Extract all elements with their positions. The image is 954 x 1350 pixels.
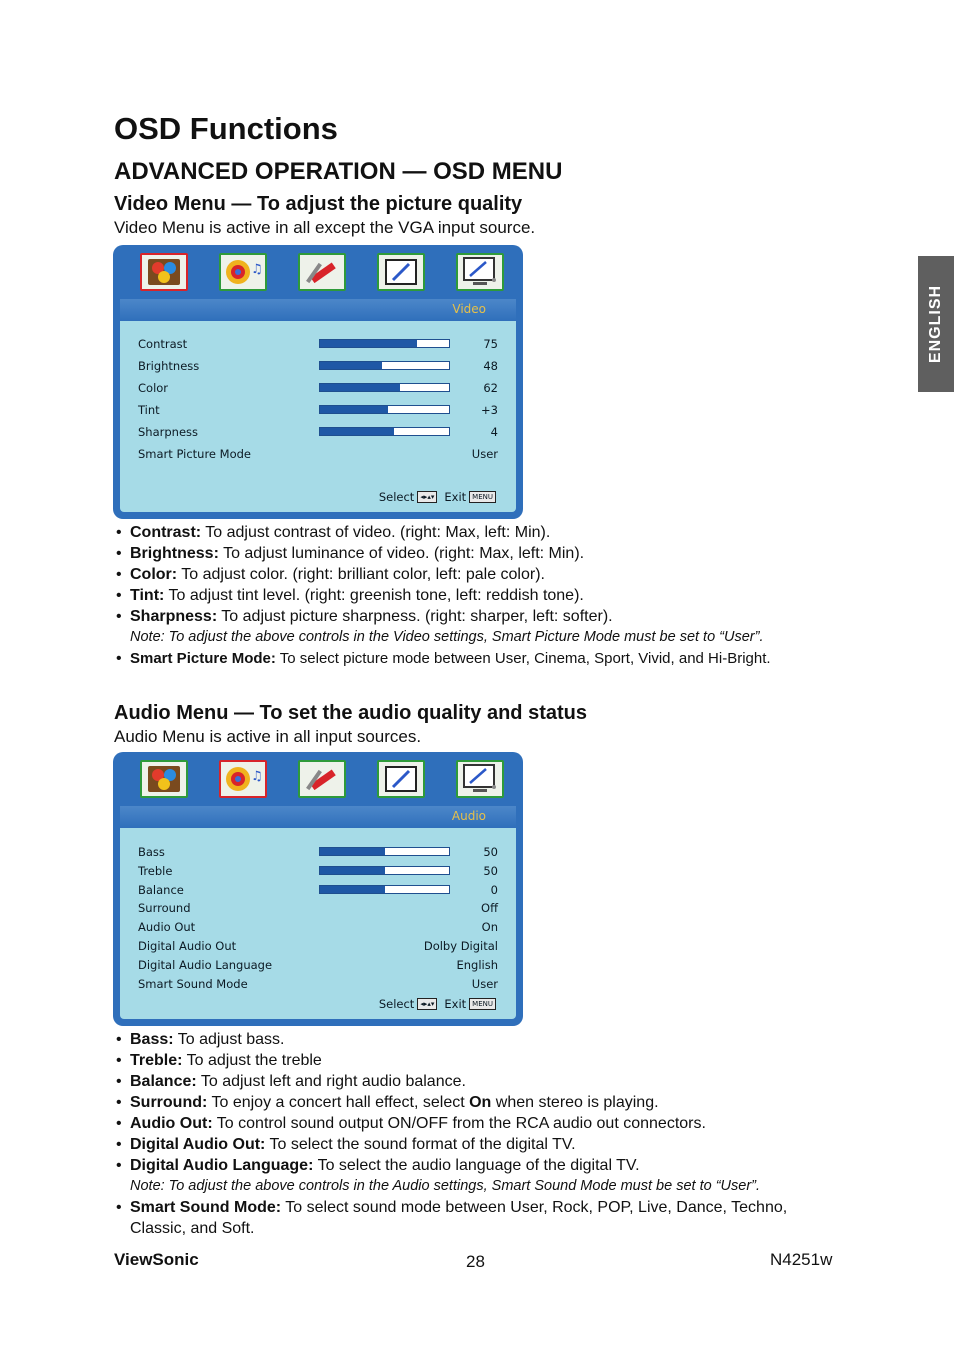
osd-row-value: 75 [483, 337, 498, 351]
page-title: OSD Functions [114, 111, 338, 146]
audio-bullet-2: • Balance: To adjust left and right audio balance. [116, 1071, 846, 1092]
osd-tab-band [120, 806, 516, 828]
video-note: Note: To adjust the above controls in the Video settings, Smart Picture Mode must be set to “User”. [130, 629, 764, 645]
osd-row-label: Smart Sound Mode [138, 976, 248, 991]
osd-row[interactable] [138, 843, 498, 862]
osd-row[interactable] [138, 357, 498, 376]
monitor-icon[interactable] [456, 253, 504, 291]
osd-row-label: Tint [138, 403, 160, 417]
screen-setup-icon[interactable] [377, 253, 425, 291]
section-title: ADVANCED OPERATION — OSD MENU [114, 158, 563, 185]
osd-row[interactable] [138, 335, 498, 354]
audio-osd-panel [113, 752, 523, 1026]
video-bullet-last: • Smart Picture Mode: To select picture mode between User, Cinema, Sport, Vivid, and Hi-Bright. [116, 648, 846, 669]
osd-row[interactable] [138, 937, 498, 956]
tools-icon[interactable] [298, 253, 346, 291]
audio-bullet-6: • Digital Audio Language: To select the audio language of the digital TV. [116, 1155, 846, 1176]
menu-key: MENU [469, 491, 496, 503]
osd-row-label: Surround [138, 901, 191, 916]
speaker-music-icon[interactable] [219, 760, 267, 798]
video-bullet-3: • Tint: To adjust tint level. (right: greenish tone, left: reddish tone). [116, 585, 846, 606]
screen-setup-icon[interactable] [377, 760, 425, 798]
osd-row-value: 0 [490, 882, 498, 897]
osd-row-value: User [471, 447, 498, 461]
osd-icon-bar [113, 752, 523, 804]
audio-bullet-4: • Audio Out: To control sound output ON/OFF from the RCA audio out connectors. [116, 1113, 846, 1134]
osd-row[interactable] [138, 918, 498, 937]
osd-row-value: +3 [481, 403, 498, 417]
video-bullet-list [116, 522, 846, 669]
svg-text:♫: ♫ [251, 769, 263, 784]
osd-row-slider[interactable] [319, 866, 450, 875]
audio-bullet-3: • Surround: To enjoy a concert hall effect, select On when stereo is playing. [116, 1092, 846, 1113]
select-label: Select [378, 997, 415, 1011]
osd-tab-label: Video [452, 302, 486, 316]
video-osd-panel [113, 245, 523, 519]
osd-row-slider-fill [320, 848, 385, 855]
osd-row-slider[interactable] [319, 847, 450, 856]
osd-row-label: Sharpness [138, 425, 199, 439]
language-tab-label: ENGLISH [927, 284, 944, 364]
audio-bullet-1: • Treble: To adjust the treble [116, 1050, 846, 1071]
osd-row[interactable] [138, 975, 498, 994]
osd-row-value: 50 [483, 845, 498, 859]
audio-menu-intro: Audio Menu is active in all input sources. [114, 727, 422, 746]
monitor-icon[interactable] [456, 760, 504, 798]
osd-row-value: Dolby Digital [423, 939, 498, 953]
osd-row-label: Bass [138, 845, 165, 859]
osd-row-slider-fill [320, 886, 385, 893]
osd-row-value: 48 [483, 359, 498, 373]
osd-row-label: Digital Audio Out [138, 939, 237, 953]
audio-bullet-0: • Bass: To adjust bass. [116, 1029, 846, 1050]
osd-row-slider-fill [320, 362, 382, 369]
svg-text:♫: ♫ [251, 262, 263, 277]
arrow-keys-icon: ◂▸▴▾ [417, 998, 437, 1010]
osd-row[interactable] [138, 423, 498, 442]
exit-label: Exit [444, 997, 467, 1011]
osd-row-slider[interactable] [319, 383, 450, 392]
menu-key: MENU [469, 998, 496, 1010]
video-bullet-4: • Sharpness: To adjust picture sharpness. (right: sharper, left: softer). [116, 606, 846, 627]
osd-row-slider-fill [320, 406, 388, 413]
osd-row-label: Treble [138, 863, 173, 878]
footer-model: N4251w [770, 1250, 833, 1269]
osd-row[interactable] [138, 956, 498, 975]
video-menu-intro: Video Menu is active in all except the VGA input source. [114, 218, 536, 237]
exit-label: Exit [444, 490, 467, 504]
audio-bullet-5: • Digital Audio Out: To select the sound format of the digital TV. [116, 1134, 846, 1155]
osd-row[interactable] [138, 862, 498, 881]
osd-row-slider[interactable] [319, 405, 450, 414]
audio-bullet-last: • Smart Sound Mode: To select sound mode between User, Rock, POP, Live, Dance, Techno, Classic, and Soft. [116, 1197, 846, 1239]
osd-row-label: Color [138, 381, 169, 395]
audio-note: Note: To adjust the above controls in the Audio settings, Smart Sound Mode must be set to “User”. [130, 1178, 761, 1194]
color-palette-icon[interactable] [140, 760, 188, 798]
osd-row-label: Brightness [138, 359, 200, 373]
osd-row-slider[interactable] [319, 427, 450, 436]
osd-content [120, 806, 516, 1019]
osd-icon-bar [113, 245, 523, 297]
osd-row-value: 62 [483, 381, 498, 395]
video-bullet-0: • Contrast: To adjust contrast of video. (right: Max, left: Min). [116, 522, 846, 543]
osd-row[interactable] [138, 379, 498, 398]
osd-row-slider[interactable] [319, 885, 450, 894]
osd-footer [379, 490, 496, 504]
osd-row-label: Digital Audio Language [138, 957, 273, 972]
language-tab [918, 256, 954, 392]
osd-row-value: On [481, 920, 498, 935]
audio-bullet-list [116, 1029, 846, 1239]
select-label: Select [378, 490, 415, 504]
osd-row-slider-fill [320, 428, 394, 435]
osd-row-value: 4 [490, 425, 498, 439]
osd-row-slider[interactable] [319, 361, 450, 370]
osd-row-slider-fill [320, 340, 417, 347]
arrow-keys-icon: ◂▸▴▾ [417, 491, 437, 503]
video-menu-heading: Video Menu — To adjust the picture quality [114, 193, 523, 215]
osd-content [120, 299, 516, 512]
osd-row-slider[interactable] [319, 339, 450, 348]
osd-row-slider-fill [320, 867, 385, 874]
osd-footer [379, 997, 496, 1011]
osd-tab-label: Audio [451, 809, 486, 823]
video-bullet-2: • Color: To adjust color. (right: brilliant color, left: pale color). [116, 564, 846, 585]
osd-row[interactable] [138, 445, 498, 464]
osd-row-value: English [456, 957, 498, 972]
video-bullet-1: • Brightness: To adjust luminance of video. (right: Max, left: Min). [116, 543, 846, 564]
tools-icon[interactable] [298, 760, 346, 798]
osd-row-value: User [471, 976, 498, 991]
osd-row-label: Audio Out [138, 920, 196, 935]
footer-page-number: 28 [466, 1252, 485, 1271]
osd-tab-band [120, 299, 516, 321]
footer-brand: ViewSonic [114, 1250, 199, 1269]
osd-row-value: Off [481, 901, 498, 916]
osd-row[interactable] [138, 899, 498, 918]
osd-row[interactable] [138, 881, 498, 900]
speaker-music-icon[interactable] [219, 253, 267, 291]
osd-row-label: Smart Picture Mode [138, 447, 251, 461]
osd-row-label: Contrast [138, 337, 188, 351]
osd-row-label: Balance [138, 882, 184, 897]
color-palette-icon[interactable] [140, 253, 188, 291]
audio-menu-heading: Audio Menu — To set the audio quality and status [114, 702, 587, 724]
osd-row-slider-fill [320, 384, 400, 391]
osd-row[interactable] [138, 401, 498, 420]
osd-row-value: 50 [483, 863, 498, 878]
